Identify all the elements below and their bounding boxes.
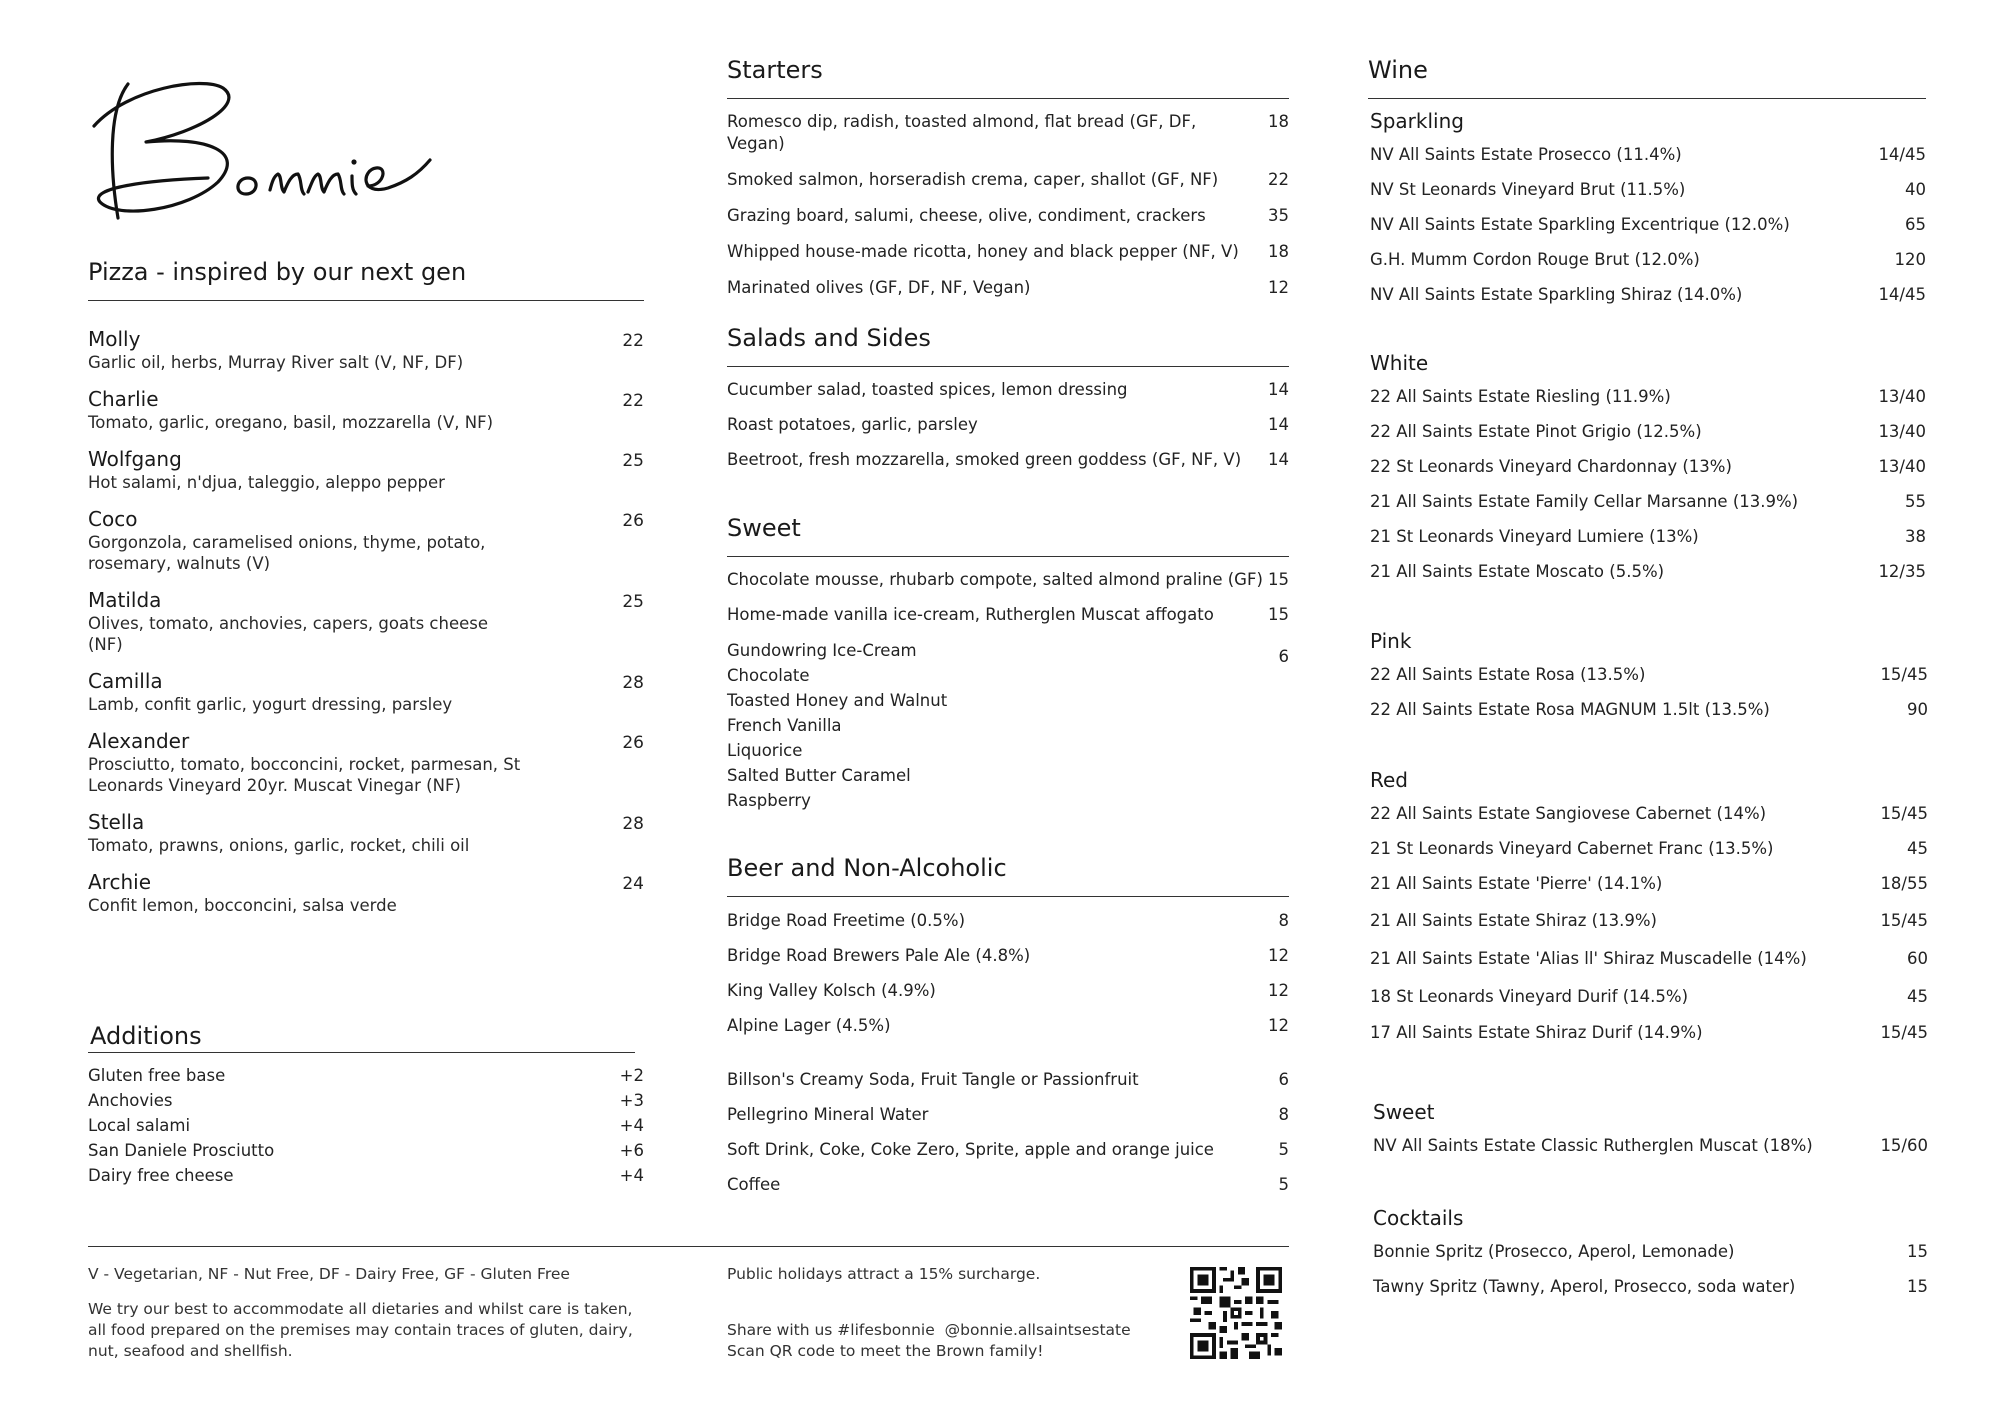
- item-name: Soft Drink, Coke, Coke Zero, Sprite, apple and orange juice: [727, 1140, 1214, 1159]
- pizza-desc: Gorgonzola, caramelised onions, thyme, potato, rosemary, walnuts (V): [88, 533, 486, 573]
- pizza-desc: Confit lemon, bocconcini, salsa verde: [88, 896, 397, 915]
- addition-price: +4: [619, 1116, 644, 1135]
- wine-item: [1370, 214, 1926, 236]
- pizza-name: Coco: [88, 507, 138, 531]
- item-name: Bridge Road Brewers Pale Ale (4.8%): [727, 946, 1031, 965]
- flavour-item: Chocolate: [727, 666, 810, 685]
- item-name: Bridge Road Freetime (0.5%): [727, 911, 966, 930]
- pizza-price: 25: [622, 592, 644, 612]
- qr-caption: Scan QR code to meet the Brown family!: [727, 1342, 1044, 1360]
- addition-name: Dairy free cheese: [88, 1166, 234, 1185]
- cocktail-item: [1373, 1276, 1928, 1298]
- item-price: 40: [1905, 180, 1926, 199]
- wine-title: Wine: [1368, 56, 1926, 99]
- item-name: Home-made vanilla ice-cream, Rutherglen Muscat affogato: [727, 605, 1214, 624]
- pizza-price: 22: [622, 391, 644, 411]
- wine-item: [1370, 526, 1926, 548]
- item-name: 21 All Saints Estate Shiraz (13.9%): [1370, 911, 1657, 930]
- item-price: 15/45: [1880, 804, 1928, 823]
- addition-item: [88, 1088, 644, 1113]
- wine-cocktails: [1373, 1205, 1928, 1298]
- sweet-item: [727, 569, 1289, 591]
- addition-price: +2: [619, 1066, 644, 1085]
- flavour-item: Raspberry: [727, 791, 811, 810]
- item-price: 15/45: [1880, 665, 1928, 684]
- cocktail-item: [1373, 1241, 1928, 1263]
- wine-category-label: White: [1370, 351, 1429, 375]
- item-name: Bonnie Spritz (Prosecco, Aperol, Lemonade): [1373, 1242, 1735, 1261]
- pizza-name: Charlie: [88, 387, 159, 411]
- item-price: 35: [1268, 206, 1289, 225]
- pizza-item-archie: [88, 869, 644, 916]
- footer-rule: [88, 1246, 1289, 1247]
- item-price: 14: [1268, 415, 1289, 434]
- soft-drink-item: [727, 1069, 1289, 1091]
- item-price: 13/40: [1878, 387, 1926, 406]
- item-price: 12: [1268, 1016, 1289, 1035]
- allergen-disclaimer: We try our best to accommodate all dietaries and whilst care is taken, all food prepared on the premises may contain traces of gluten, dairy, nut, seafood and shellfish.: [88, 1300, 633, 1360]
- pizza-price: 26: [622, 511, 644, 531]
- wine-item: [1370, 144, 1926, 166]
- addition-item: [88, 1113, 644, 1138]
- item-name: Chocolate mousse, rhubarb compote, salted almond praline (GF): [727, 570, 1263, 589]
- wine-category-label: Cocktails: [1373, 1206, 1464, 1230]
- bonnie-logo: [88, 70, 448, 230]
- item-price: 14/45: [1878, 285, 1926, 304]
- starter-item: [727, 277, 1289, 299]
- pizza-name: Alexander: [88, 729, 190, 753]
- pizza-price: 24: [622, 874, 644, 894]
- wine-category-label: Sweet: [1373, 1100, 1435, 1124]
- item-price: 13/40: [1878, 457, 1926, 476]
- flavour-item: French Vanilla: [727, 716, 842, 735]
- item-name: 17 All Saints Estate Shiraz Durif (14.9%): [1370, 1023, 1703, 1042]
- item-name: Smoked salmon, horseradish crema, caper, shallot (GF, NF): [727, 170, 1219, 189]
- sweet-section: [727, 514, 1289, 813]
- footer-left: [88, 1264, 648, 1362]
- item-name: 22 All Saints Estate Rosa MAGNUM 1.5lt (13.5%): [1370, 700, 1770, 719]
- item-name: 22 All Saints Estate Sangiovese Cabernet (14%): [1370, 804, 1767, 823]
- item-name: G.H. Mumm Cordon Rouge Brut (12.0%): [1370, 250, 1700, 269]
- starters-title: Starters: [727, 56, 1289, 99]
- starter-item: [727, 111, 1289, 155]
- item-name: 21 All Saints Estate 'Pierre' (14.1%): [1370, 874, 1663, 893]
- item-name: Tawny Spritz (Tawny, Aperol, Prosecco, soda water): [1373, 1277, 1796, 1296]
- item-price: 120: [1894, 250, 1926, 269]
- footer-mid: [727, 1264, 1167, 1362]
- addition-name: San Daniele Prosciutto: [88, 1141, 275, 1160]
- item-price: 65: [1905, 215, 1926, 234]
- dietary-legend: V - Vegetarian, NF - Nut Free, DF - Dairy Free, GF - Gluten Free: [88, 1265, 570, 1283]
- pizza-desc: Hot salami, n'djua, taleggio, aleppo pepper: [88, 473, 445, 492]
- item-price: 60: [1907, 949, 1928, 968]
- item-price: 5: [1278, 1140, 1289, 1159]
- additions-list: [88, 1063, 644, 1188]
- pizza-item-camilla: [88, 668, 644, 715]
- pizza-item-charlie: [88, 386, 644, 433]
- sweet-list: [727, 569, 1289, 813]
- wine-item: [1370, 284, 1926, 306]
- pizza-price: 25: [622, 451, 644, 471]
- pizza-item-wolfgang: [88, 446, 644, 493]
- item-price: 15/45: [1880, 911, 1928, 930]
- wine-item: [1370, 456, 1926, 478]
- beer-list: [727, 910, 1289, 1037]
- item-name: 21 St Leonards Vineyard Cabernet Franc (13.5%): [1370, 839, 1774, 858]
- addition-item: [88, 1138, 644, 1163]
- item-price: 45: [1907, 987, 1928, 1006]
- pizza-item-molly: [88, 326, 644, 373]
- item-price: 14: [1268, 450, 1289, 469]
- salad-item: [727, 449, 1289, 471]
- wine-item: [1370, 179, 1926, 201]
- wine-sparkling: [1370, 108, 1926, 306]
- item-price: 14/45: [1878, 145, 1926, 164]
- sweet-item: [727, 604, 1289, 626]
- wine-section: [1368, 56, 1926, 99]
- surcharge-note: Public holidays attract a 15% surcharge.: [727, 1265, 1041, 1283]
- wine-item: [1370, 491, 1926, 513]
- beer-item: [727, 980, 1289, 1002]
- starter-item: [727, 205, 1289, 227]
- wine-category-label: Pink: [1370, 629, 1412, 653]
- wine-category-label: Red: [1370, 768, 1408, 792]
- wine-item: [1370, 803, 1928, 825]
- pizza-name: Matilda: [88, 588, 162, 612]
- addition-price: +3: [619, 1091, 644, 1110]
- item-name: Whipped house-made ricotta, honey and black pepper (NF, V): [727, 242, 1239, 261]
- item-name: Roast potatoes, garlic, parsley: [727, 415, 978, 434]
- flavour-item: Toasted Honey and Walnut: [727, 691, 948, 710]
- item-price: 15: [1907, 1277, 1928, 1296]
- additions-section: [88, 1022, 644, 1188]
- addition-item: [88, 1163, 644, 1188]
- qr-code-icon[interactable]: [1190, 1267, 1282, 1359]
- wine-item: [1370, 386, 1926, 408]
- item-name: NV All Saints Estate Prosecco (11.4%): [1370, 145, 1682, 164]
- flavour-item: Salted Butter Caramel: [727, 766, 911, 785]
- soft-drink-item: [727, 1174, 1289, 1196]
- salads-title: Salads and Sides: [727, 324, 1289, 367]
- item-name: 22 St Leonards Vineyard Chardonnay (13%): [1370, 457, 1732, 476]
- wine-item: [1370, 910, 1928, 932]
- wine-item: [1370, 948, 1928, 970]
- item-price: 12: [1268, 946, 1289, 965]
- item-price: 15: [1268, 605, 1289, 624]
- item-name: Romesco dip, radish, toasted almond, flat bread (GF, DF, Vegan): [727, 112, 1197, 153]
- item-name: Cucumber salad, toasted spices, lemon dressing: [727, 380, 1128, 399]
- pizza-price: 28: [622, 673, 644, 693]
- pizza-price: 22: [622, 331, 644, 351]
- item-price: 6: [1278, 1070, 1289, 1089]
- icecream-name: Gundowring Ice-Cream: [727, 641, 917, 660]
- item-price: 15: [1907, 1242, 1928, 1261]
- item-name: NV All Saints Estate Sparkling Excentrique (12.0%): [1370, 215, 1790, 234]
- pizza-name: Wolfgang: [88, 447, 182, 471]
- wine-item: [1370, 664, 1928, 686]
- starter-item: [727, 169, 1289, 191]
- beer-section: [727, 854, 1289, 1196]
- item-name: NV All Saints Estate Classic Rutherglen Muscat (18%): [1373, 1136, 1813, 1155]
- soft-drink-item: [727, 1139, 1289, 1161]
- item-price: 12/35: [1878, 562, 1926, 581]
- soft-drink-item: [727, 1104, 1289, 1126]
- item-price: 18: [1268, 112, 1289, 131]
- pizza-price: 28: [622, 814, 644, 834]
- item-name: Billson's Creamy Soda, Fruit Tangle or Passionfruit: [727, 1070, 1139, 1089]
- item-name: Grazing board, salumi, cheese, olive, condiment, crackers: [727, 206, 1206, 225]
- beer-item: [727, 945, 1289, 967]
- salad-item: [727, 414, 1289, 436]
- icecream-item: [727, 638, 1289, 813]
- icecream-block: [727, 638, 1279, 813]
- pizza-item-coco: [88, 506, 644, 574]
- item-price: 12: [1268, 278, 1289, 297]
- addition-name: Local salami: [88, 1116, 191, 1135]
- pizza-item-alexander: [88, 728, 644, 796]
- wine-item: [1370, 986, 1928, 1008]
- item-name: NV St Leonards Vineyard Brut (11.5%): [1370, 180, 1686, 199]
- sweet-title: Sweet: [727, 514, 1289, 557]
- addition-name: Gluten free base: [88, 1066, 226, 1085]
- pizza-desc: Tomato, garlic, oregano, basil, mozzarella (V, NF): [88, 413, 494, 432]
- wine-item: [1370, 873, 1928, 895]
- item-name: Alpine Lager (4.5%): [727, 1016, 891, 1035]
- pizza-name: Molly: [88, 327, 141, 351]
- pizza-desc: Garlic oil, herbs, Murray River salt (V, NF, DF): [88, 353, 464, 372]
- pizza-desc: Lamb, confit garlic, yogurt dressing, parsley: [88, 695, 453, 714]
- wine-item: [1370, 561, 1926, 583]
- item-price: 13/40: [1878, 422, 1926, 441]
- item-price: 15/45: [1880, 1023, 1928, 1042]
- item-price: 22: [1268, 170, 1289, 189]
- item-price: 90: [1907, 700, 1928, 719]
- item-price: 18/55: [1880, 874, 1928, 893]
- item-name: Beetroot, fresh mozzarella, smoked green goddess (GF, NF, V): [727, 450, 1242, 469]
- item-name: King Valley Kolsch (4.9%): [727, 981, 936, 1000]
- wine-sweet: [1373, 1099, 1928, 1157]
- additions-title: Additions: [88, 1022, 635, 1053]
- wine-category-label: Sparkling: [1370, 109, 1464, 133]
- pizza-name: Archie: [88, 870, 151, 894]
- wine-item: [1370, 1022, 1928, 1044]
- salads-list: [727, 379, 1289, 471]
- pizza-name: Stella: [88, 810, 145, 834]
- social-handle: Share with us #lifesbonnie @bonnie.allsaintsestate: [727, 1321, 1131, 1339]
- addition-name: Anchovies: [88, 1091, 173, 1110]
- item-price: 6: [1278, 647, 1289, 666]
- item-price: 5: [1278, 1175, 1289, 1194]
- item-price: 45: [1907, 839, 1928, 858]
- item-name: 21 All Saints Estate 'Alias ll' Shiraz Muscadelle (14%): [1370, 949, 1807, 968]
- beer-title: Beer and Non-Alcoholic: [727, 854, 1289, 897]
- wine-item: [1370, 421, 1926, 443]
- item-price: 8: [1278, 1105, 1289, 1124]
- starters-section: [727, 56, 1289, 299]
- wine-red: [1370, 767, 1928, 1044]
- addition-item: [88, 1063, 644, 1088]
- pizza-section-title: Pizza - inspired by our next gen: [88, 258, 644, 301]
- item-price: 15: [1268, 570, 1289, 589]
- addition-price: +4: [619, 1166, 644, 1185]
- starters-list: [727, 111, 1289, 299]
- wine-item: [1370, 699, 1928, 721]
- item-name: Coffee: [727, 1175, 781, 1194]
- item-price: 14: [1268, 380, 1289, 399]
- wine-pink: [1370, 628, 1928, 721]
- pizza-desc: Olives, tomato, anchovies, capers, goats cheese (NF): [88, 614, 488, 654]
- soft-drinks-list: [727, 1069, 1289, 1196]
- salad-item: [727, 379, 1289, 401]
- wine-item: [1370, 838, 1928, 860]
- item-name: NV All Saints Estate Sparkling Shiraz (14.0%): [1370, 285, 1743, 304]
- pizza-desc: Prosciutto, tomato, bocconcini, rocket, parmesan, St Leonards Vineyard 20yr. Muscat Vinegar (NF): [88, 755, 521, 795]
- item-name: Marinated olives (GF, DF, NF, Vegan): [727, 278, 1031, 297]
- item-price: 12: [1268, 981, 1289, 1000]
- item-price: 18: [1268, 242, 1289, 261]
- pizza-desc: Tomato, prawns, onions, garlic, rocket, chili oil: [88, 836, 470, 855]
- item-price: 55: [1905, 492, 1926, 511]
- item-name: 21 All Saints Estate Moscato (5.5%): [1370, 562, 1665, 581]
- wine-item: [1370, 249, 1926, 271]
- item-name: 21 St Leonards Vineyard Lumiere (13%): [1370, 527, 1699, 546]
- pizza-name: Camilla: [88, 669, 163, 693]
- pizza-item-matilda: [88, 587, 644, 655]
- item-name: 21 All Saints Estate Family Cellar Marsanne (13.9%): [1370, 492, 1799, 511]
- item-price: 38: [1905, 527, 1926, 546]
- pizza-section: [88, 258, 644, 301]
- salads-section: [727, 324, 1289, 471]
- pizza-list: [88, 326, 644, 929]
- beer-item: [727, 910, 1289, 932]
- wine-item: [1373, 1135, 1928, 1157]
- item-price: 15/60: [1880, 1136, 1928, 1155]
- starter-item: [727, 241, 1289, 263]
- item-name: 22 All Saints Estate Rosa (13.5%): [1370, 665, 1646, 684]
- item-price: 8: [1278, 911, 1289, 930]
- pizza-item-stella: [88, 809, 644, 856]
- pizza-price: 26: [622, 733, 644, 753]
- item-name: Pellegrino Mineral Water: [727, 1105, 929, 1124]
- item-name: 22 All Saints Estate Riesling (11.9%): [1370, 387, 1671, 406]
- item-name: 22 All Saints Estate Pinot Grigio (12.5%): [1370, 422, 1702, 441]
- wine-white: [1370, 350, 1926, 583]
- item-name: 18 St Leonards Vineyard Durif (14.5%): [1370, 987, 1689, 1006]
- addition-price: +6: [619, 1141, 644, 1160]
- beer-item: [727, 1015, 1289, 1037]
- flavour-item: Liquorice: [727, 741, 803, 760]
